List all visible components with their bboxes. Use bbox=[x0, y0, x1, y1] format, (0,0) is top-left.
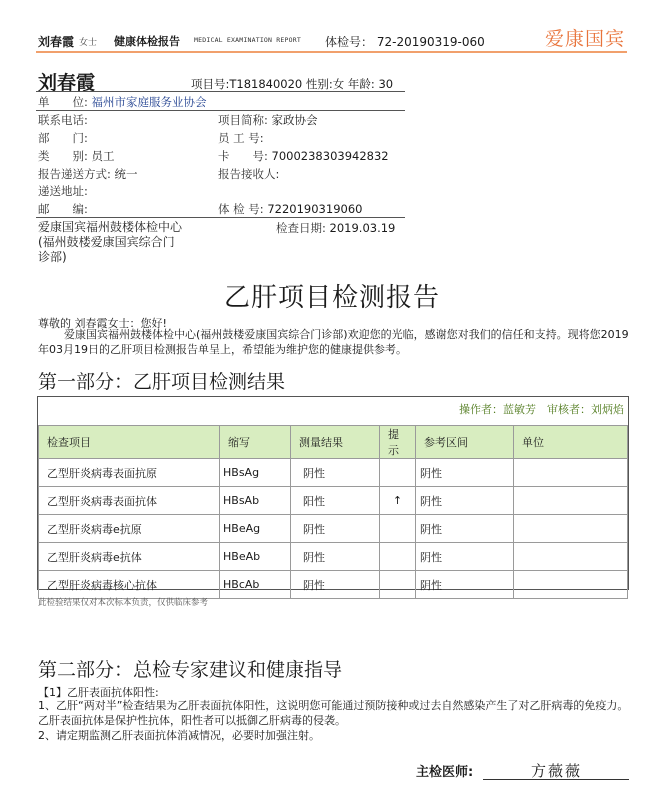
col-abbr: 缩写 bbox=[220, 426, 291, 459]
info-phone-label: 联系电话: bbox=[38, 113, 88, 127]
info-exam-id bbox=[218, 201, 362, 217]
info-delivery-label: 报告递送方式: bbox=[38, 167, 111, 181]
col-ref: 参考区间 bbox=[416, 426, 514, 459]
greeting: 尊敬的 刘春霞女士：您好! bbox=[38, 317, 167, 330]
cell-result: 阴性 bbox=[291, 515, 380, 543]
info-rule-2 bbox=[36, 110, 405, 111]
cell-unit bbox=[514, 571, 628, 599]
section1-title: 第一部分：乙肝项目检测结果 bbox=[38, 371, 286, 393]
info-address-label: 递送地址: bbox=[38, 184, 88, 198]
report-title: 乙肝项目检测报告 bbox=[223, 283, 440, 313]
table-row bbox=[39, 571, 628, 599]
cell-ref: 阴性 bbox=[416, 543, 514, 571]
cell-hint bbox=[380, 459, 416, 487]
cell-unit bbox=[514, 543, 628, 571]
cell-ref: 阴性 bbox=[416, 515, 514, 543]
cell-unit bbox=[514, 487, 628, 515]
info-rule-top bbox=[36, 91, 405, 92]
center-name-line2: (福州鼓楼爱康国宾综合门 bbox=[38, 235, 175, 249]
cell-ref: 阴性 bbox=[416, 487, 514, 515]
cell-hint bbox=[380, 571, 416, 599]
info-unit bbox=[38, 94, 207, 110]
cell-unit bbox=[514, 515, 628, 543]
exam-date-value: 2019.03.19 bbox=[329, 221, 396, 235]
cell-abbr: HBeAb bbox=[220, 543, 291, 571]
info-category-label: 类 别: bbox=[38, 149, 88, 163]
table-row bbox=[39, 459, 628, 487]
info-emp-no-label: 员 工 号: bbox=[218, 131, 264, 145]
header-exam-number-label: 体检号： bbox=[325, 35, 374, 49]
col-result: 测量结果 bbox=[291, 426, 380, 459]
patient-name: 刘春霞 bbox=[38, 72, 96, 94]
cell-item: 乙型肝炎病毒表面抗体 bbox=[39, 487, 220, 515]
header-report-title-en: MEDICAL EXAMINATION REPORT bbox=[194, 36, 301, 44]
cell-ref: 阴性 bbox=[416, 459, 514, 487]
col-hint: 提示 bbox=[380, 426, 416, 459]
patient-meta: 项目号:T181840020 性别:女 年龄: 30 bbox=[191, 77, 394, 91]
info-exam-id-label: 体 检 号: bbox=[218, 202, 264, 216]
doctor-signature: 方薇薇 bbox=[531, 762, 583, 780]
intro-paragraph: 爱康国宾福州鼓楼体检中心(福州鼓楼爱康国宾综合门诊部)欢迎您的光临，感谢您对我们的信任和支持。现将您2019年03月19日的乙肝项目检测报告单呈上，希望能为维护您的健康提供参考。 bbox=[38, 328, 629, 356]
info-card bbox=[218, 148, 389, 164]
results-panel bbox=[37, 396, 629, 590]
advice-paragraph-1: 1、乙肝“两对半”检查结果为乙肝表面抗体阳性，这说明您可能通过预防接种或过去自然感染产生了对乙肝病毒的免疫力。乙肝表面抗体是保护性抗体，阳性者可以抵御乙肝病毒的侵袭。 bbox=[38, 699, 629, 727]
cell-item: 乙型肝炎病毒表面抗原 bbox=[39, 459, 220, 487]
exam-date-label: 检查日期: bbox=[276, 221, 326, 235]
center-name-line1: 爱康国宾福州鼓楼体检中心 bbox=[38, 220, 183, 234]
info-project-short bbox=[218, 112, 318, 128]
table-row bbox=[39, 515, 628, 543]
col-item: 检查项目 bbox=[39, 426, 220, 459]
cell-hint bbox=[380, 515, 416, 543]
exam-date bbox=[276, 220, 395, 236]
info-receiver-label: 报告接收人: bbox=[218, 167, 280, 181]
info-card-label: 卡 号: bbox=[218, 149, 268, 163]
header-divider bbox=[36, 51, 627, 53]
advice-heading: 【1】乙肝表面抗体阳性: bbox=[38, 686, 159, 699]
info-rule-bottom bbox=[36, 217, 405, 218]
signature-line bbox=[483, 779, 629, 780]
cell-item: 乙型肝炎病毒核心抗体 bbox=[39, 571, 220, 599]
table-row bbox=[39, 543, 628, 571]
cell-abbr: HBeAg bbox=[220, 515, 291, 543]
doctor-label: 主检医师: bbox=[416, 765, 474, 780]
cell-unit bbox=[514, 459, 628, 487]
cell-result: 阴性 bbox=[291, 571, 380, 599]
info-project-short-value: 家政协会 bbox=[271, 113, 318, 127]
results-header-row bbox=[39, 426, 628, 459]
cell-abbr: HBcAb bbox=[220, 571, 291, 599]
cell-hint bbox=[380, 543, 416, 571]
header-exam-number-value: 72-20190319-060 bbox=[376, 35, 485, 49]
results-note: 此检验结果仅对本次标本负责，仅供临床参考 bbox=[38, 598, 209, 608]
operators-line: 操作者：蓝敏芳 审核者：刘炳焰 bbox=[459, 403, 624, 416]
info-postcode-label: 邮 编: bbox=[38, 202, 88, 216]
cell-item: 乙型肝炎病毒e抗体 bbox=[39, 543, 220, 571]
cell-item: 乙型肝炎病毒e抗原 bbox=[39, 515, 220, 543]
brand-logo: 爱康国宾 bbox=[545, 28, 626, 50]
table-row bbox=[39, 487, 628, 515]
header-gender: 女士 bbox=[79, 38, 98, 48]
section2-title: 第二部分：总检专家建议和健康指导 bbox=[38, 659, 343, 681]
cell-abbr: HBsAg bbox=[220, 459, 291, 487]
cell-result: 阴性 bbox=[291, 543, 380, 571]
info-unit-value: 福州市家庭服务业协会 bbox=[91, 95, 207, 109]
header-exam-number bbox=[325, 33, 485, 50]
info-delivery bbox=[38, 166, 138, 182]
cell-result: 阴性 bbox=[291, 459, 380, 487]
center-name-line3: 诊部) bbox=[38, 250, 67, 264]
info-card-value: 7000238303942832 bbox=[271, 149, 389, 163]
info-project-short-label: 项目简称: bbox=[218, 113, 268, 127]
cell-ref: 阴性 bbox=[416, 571, 514, 599]
info-dept-label: 部 门: bbox=[38, 131, 88, 145]
col-unit: 单位 bbox=[514, 426, 628, 459]
cell-result: 阳性 bbox=[291, 487, 380, 515]
info-delivery-value: 统一 bbox=[114, 167, 138, 181]
info-category bbox=[38, 148, 115, 164]
header-patient-name: 刘春霞 bbox=[38, 35, 75, 49]
results-table bbox=[38, 425, 628, 599]
header-report-title: 健康体检报告 bbox=[114, 35, 180, 48]
cell-hint: ↑ bbox=[380, 487, 416, 515]
info-category-value: 员工 bbox=[91, 149, 115, 163]
info-exam-id-value: 7220190319060 bbox=[267, 202, 363, 216]
advice-paragraph-2: 2、请定期监测乙肝表面抗体消减情况，必要时加强注射。 bbox=[38, 729, 320, 742]
info-unit-label: 单 位: bbox=[38, 95, 88, 109]
cell-abbr: HBsAb bbox=[220, 487, 291, 515]
